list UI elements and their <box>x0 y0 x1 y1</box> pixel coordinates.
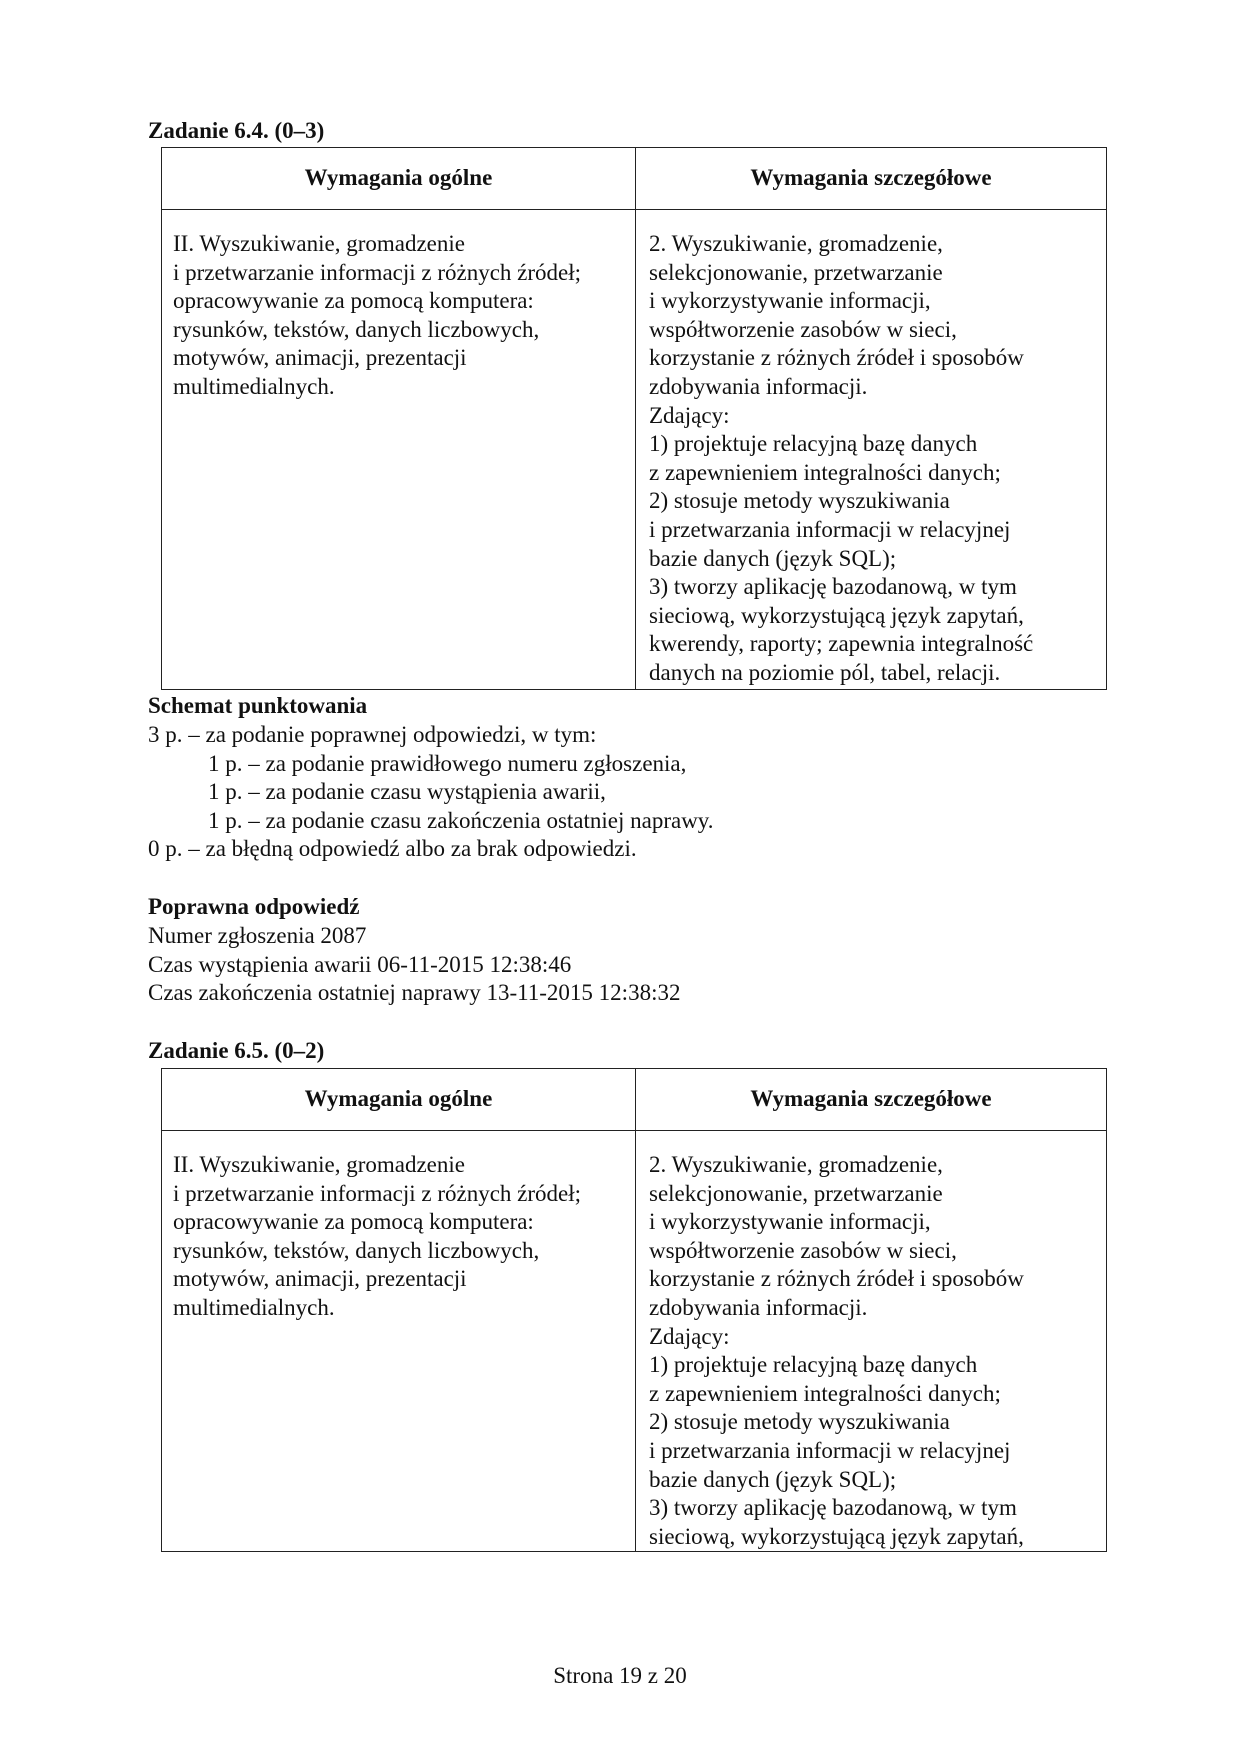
answer-line: Czas wystąpienia awarii 06-11-2015 12:38:46 <box>148 951 572 977</box>
cell-text-line: sieciową, wykorzystującą język zapytań, <box>649 602 1024 628</box>
scoring-sub-item: 1 p. – za podanie czasu zakończenia ostatniej naprawy. <box>208 807 714 833</box>
cell-text-line: 2) stosuje metody wyszukiwania <box>649 488 950 514</box>
detailed-requirements-cell <box>636 1131 1107 1552</box>
cell-text-line: 1) projektuje relacyjną bazę danych <box>649 431 978 457</box>
cell-text-line: 2. Wyszukiwanie, gromadzenie, <box>649 231 943 256</box>
scoring-title: Schemat punktowania <box>148 693 368 718</box>
cell-text-line: kwerendy, raporty; zapewnia integralność <box>649 631 1034 657</box>
table-row <box>162 210 1107 690</box>
cell-text-line: motywów, animacji, prezentacji <box>173 1266 467 1292</box>
scoring-main: 3 p. – za podanie poprawnej odpowiedzi, w tym: <box>148 722 597 747</box>
scoring-block <box>148 721 714 864</box>
answer-line: Czas zakończenia ostatniej naprawy 13-11-2015 12:38:32 <box>148 980 681 1006</box>
cell-text-line: multimedialnych. <box>173 373 335 399</box>
cell-text-line: zdobywania informacji. <box>649 373 868 399</box>
cell-text-line: sieciową, wykorzystującą język zapytań, <box>649 1523 1024 1549</box>
scoring-sub-item: 1 p. – za podanie czasu wystąpienia awarii, <box>208 779 606 805</box>
cell-text-line: i przetwarzania informacji w relacyjnej <box>649 516 1011 542</box>
cell-text-line: i przetwarzanie informacji z różnych źródeł; <box>173 1180 582 1206</box>
column-header-general: Wymagania ogólne <box>162 1069 636 1131</box>
table-row <box>162 1131 1107 1552</box>
detailed-requirements-cell <box>636 210 1107 690</box>
cell-text-line: II. Wyszukiwanie, gromadzenie <box>173 1152 465 1177</box>
task-heading: Zadanie 6.4. (0–3) <box>148 118 325 143</box>
cell-text-line: 3) tworzy aplikację bazodanową, w tym <box>649 574 1017 600</box>
table-header-row <box>162 148 1107 210</box>
cell-text-line: opracowywanie za pomocą komputera: <box>173 288 534 314</box>
general-requirements-cell <box>162 1131 636 1552</box>
cell-text-line: selekcjonowanie, przetwarzanie <box>649 1180 943 1206</box>
cell-text-line: współtworzenie zasobów w sieci, <box>649 1237 957 1263</box>
cell-text-line: Zdający: <box>649 402 730 428</box>
cell-text-line: 2. Wyszukiwanie, gromadzenie, <box>649 1152 943 1177</box>
cell-text-line: bazie danych (język SQL); <box>649 1466 897 1492</box>
column-header-general: Wymagania ogólne <box>162 148 636 210</box>
task-heading: Zadanie 6.5. (0–2) <box>148 1038 325 1063</box>
cell-text-line: z zapewnieniem integralności danych; <box>649 459 1001 485</box>
scoring-zero: 0 p. – za błędną odpowiedź albo za brak odpowiedzi. <box>148 836 637 862</box>
cell-text-line: II. Wyszukiwanie, gromadzenie <box>173 231 465 256</box>
answer-block <box>148 922 680 1008</box>
cell-text-line: 2) stosuje metody wyszukiwania <box>649 1409 950 1435</box>
general-requirements-cell <box>162 210 636 690</box>
cell-text-line: selekcjonowanie, przetwarzanie <box>649 259 943 285</box>
cell-text-line: i wykorzystywanie informacji, <box>649 288 931 314</box>
cell-text-line: i przetwarzania informacji w relacyjnej <box>649 1437 1011 1463</box>
scoring-sub-item: 1 p. – za podanie prawidłowego numeru zgłoszenia, <box>208 750 687 776</box>
cell-text-line: z zapewnieniem integralności danych; <box>649 1380 1001 1406</box>
cell-text-line: i wykorzystywanie informacji, <box>649 1209 931 1235</box>
cell-text-line: danych na poziomie pól, tabel, relacji. <box>649 659 1001 685</box>
answer-line: Numer zgłoszenia 2087 <box>148 923 367 948</box>
cell-text-line: opracowywanie za pomocą komputera: <box>173 1209 534 1235</box>
cell-text-line: współtworzenie zasobów w sieci, <box>649 316 957 342</box>
cell-text-line: zdobywania informacji. <box>649 1294 868 1320</box>
cell-text-line: bazie danych (język SQL); <box>649 545 897 571</box>
answer-title: Poprawna odpowiedź <box>148 894 360 919</box>
cell-text-line: korzystanie z różnych źródeł i sposobów <box>649 1266 1024 1292</box>
requirements-table <box>161 1068 1107 1552</box>
cell-text-line: multimedialnych. <box>173 1294 335 1320</box>
cell-text-line: motywów, animacji, prezentacji <box>173 345 467 371</box>
page-number: Strona 19 z 20 <box>553 1663 687 1688</box>
table-header-row <box>162 1069 1107 1131</box>
column-header-detailed: Wymagania szczegółowe <box>636 148 1107 210</box>
cell-text-line: 1) projektuje relacyjną bazę danych <box>649 1352 978 1378</box>
column-header-detailed: Wymagania szczegółowe <box>636 1069 1107 1131</box>
cell-text-line: rysunków, tekstów, danych liczbowych, <box>173 1237 540 1263</box>
cell-text-line: rysunków, tekstów, danych liczbowych, <box>173 316 540 342</box>
cell-text-line: 3) tworzy aplikację bazodanową, w tym <box>649 1495 1017 1521</box>
cell-text-line: korzystanie z różnych źródeł i sposobów <box>649 345 1024 371</box>
cell-text-line: Zdający: <box>649 1323 730 1349</box>
requirements-table <box>161 147 1107 690</box>
cell-text-line: i przetwarzanie informacji z różnych źródeł; <box>173 259 582 285</box>
